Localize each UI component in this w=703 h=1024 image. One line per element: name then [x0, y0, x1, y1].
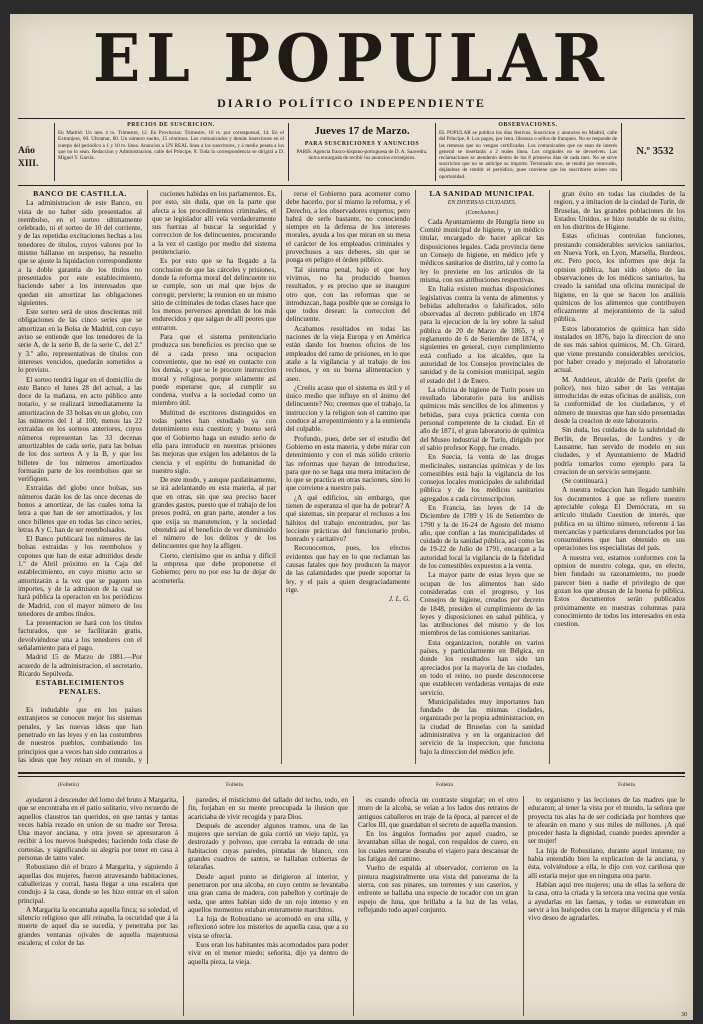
date-cell [293, 119, 431, 191]
folletin-label-4: Folletín [618, 782, 636, 788]
paragraph: ¿Creéis acaso que el sistema es útil y el único medio que influye en el ánimo del delincuente? No; creemos que el trabajo, la instruccion y la religion son el camino que conduce al arrepentimiento y a la enmienda del culpable. [286, 383, 410, 434]
paragraph: M. Andrieux, alcalde de París (prefet de police), nos hizo saber de las ventajas introducidas de estas oficinas de análisis, con la conformidad de los ciudadanos, y el número de muestras que han sido presentadas desde la creacion de este laboratorio. [554, 375, 685, 426]
paragraph: Es indudable que en los países extranjeros se conocen mejor los sistemas penales, y las nuevas ideas que han penetrado en las leyes y en las costumbres de nuestros pueblos, combatiendo los principios que a veces han sido contrarios a las ideas que hoy reinan en el mundo, y [18, 706, 142, 764]
column-5 [554, 190, 685, 764]
folletin-divider [18, 772, 685, 774]
article-banco-body [18, 199, 142, 678]
folletin-column-2 [188, 796, 348, 1016]
paragraph: A Margarita la encantaba aquella finca; su soledad, el silencio religioso que allí reinaba, la oscuridad que á la muerte de aquel día se sucedía, y penetraba por las grandes ventanas ojivales de aquella majestuosa escalera; el color de las [18, 905, 178, 948]
paragraph: En Italia existen muchas disposiciones legislativas contra la venta de alimentos y bebidas adulterados o falsificados, sólo observadas al decreto publicado en 1874 para la ejecucion de la ley sobre la salud pública de 20 de Marzo de 1865, y el reglamento de 6 de Setiembre de 1874, y siguientes en general, cuyo cumplimiento está confiado a los alcaldes, que la autoridad de los Consejos provinciales de sanidad y de la comision municipal, según el estado del 1 de Enero. [420, 285, 544, 385]
observations-text: EL POPULAR se publica los días festivos. Suscricion y anuncios en Madrid, calle del Príncipe, 8. Los pagos, por letra, libranza o sellos de franqueo. No se responde de las remesas que no vengan certificadas. Los comunicados que no sean de interés general se insertarán a 2 reales línea. Los originales no se devuelven. Las reclamaciones se atenderán dentro de los 8 primeros días de cada mes. No se sirve suscricion que no se anticipe su importe. Terminado uno, se tendrá por renovado, dejándose de remitir el periódico, pues conviene que los suscritores avisen con oportunidad. [439, 130, 617, 180]
paragraph: Extraídas del globo once bolsas, sus números darán los de las once decenas de bonos a amortizar, de las cuales toma la letra a que han de ser amortizados, y los once billetes que en todas las cinco series, letras A y C, han de ser reembolsados. [18, 484, 142, 534]
prices-heading: PRECIOS DE SUSCRICION. [127, 122, 215, 128]
agents-heading: PARA SUSCRICIONES Y ANUNCIOS [304, 141, 420, 147]
article-sanidad-subtitle: EN DIVERSAS CIUDADES. [447, 200, 517, 207]
paragraph: La mayor parte de estas leyes que se ocupan de los alimentos han sido consideradas con el progreso, y los Consejos de higiene, creados por decreto de 1848, presiden el cumplimiento de las leyes y disposiciones en salud pública, y las atribuciones del mismo y de los miembros de las comisiones sanitarias. [420, 571, 544, 638]
paragraph: Este sorteo será de unos doscientas mil obligaciones de las cinco series que se amortizan en la Bolsa de Madrid, con cuyo aviso se entiende que los tenedores de la serie A, de la serie B, de la serie C, del 2.º y 3.º año, representativas de títulos con intereses vencidos, quedarán sometidos a lo previsto. [18, 308, 142, 375]
article-penales-body [18, 706, 142, 764]
folletin-label-2: Folletín [226, 782, 244, 788]
paragraph: Desde aquel punto se dirigieron al interior, y penetraron por una alcoba, en cuyo centro se levantaba una gran cama de madera, con pabellon y cortinaje de seda, que antes habían sido de un rojo intenso y en aquellos momentos estaban enteramente marchitos. [188, 872, 348, 914]
paragraph: ayudaron á descender del lomo del bruto á Margarita, que se encontraba en el patio solitario, vivo recuerdo de aquellos claustros tan queridos, en que tantas y tantas veces había rezado en union de su madre sor Teresa. Una mayor anciana, y otra joven se apresuraron á recibir á los nuevos huéspedes; haciendo toda clase de cortesías, y significando su alegría por tener en casa á personas de tanto valer. [18, 796, 178, 863]
paragraph: La hija de Robustiano se acomodó en una silla, y reflexionó sobre los misterios de aquella casa, que a su vista se ofrecía. [188, 915, 348, 940]
newspaper-page [10, 14, 693, 1020]
paragraph: es cuando ofrecía un contraste singular; en el otro muro de la alcoba, se veían a los lados dos retratos de antiguos caballeros en traje de la época, al parecer el de Carlos III, que guardaban el secreto de aquella mansion. [358, 796, 518, 829]
subscription-infobar [18, 118, 685, 186]
folletin-column-3 [358, 796, 518, 1016]
paragraph: El sorteo tendrá lugar en el domicilio de este Banco el lunes 28 del actual, a las doce de la mañana, en acto público ante notario, y se realizará inmediatamente la amortizacion de 33 bolsas en un globo, con las números del 1 al 100, menos las 22 extraidas en los sorteos anteriores, cuyos números representan las 33 decenas amortizables de cada serie, para las bolsas de los dos sorteos A y la B, y que los billetes de los números amortizados formarán parte de los reembolsos que se verifiquen. [18, 375, 142, 484]
paragraph: Madrid 15 de Marzo de 1881.—Por acuerdo de la administracion, el secretario, Ricardo Sepúlveda. [18, 653, 142, 678]
paragraph: gran éxito en todas las ciudades de la region, y a imitacion de la ciudad de Turín, de Bruselas, de las grandes poblaciones de los Estados Unidos, se hizo notable de su éxito, en los distritos de Higiene. [554, 190, 685, 232]
agents-text: PARIS. Agencia franco-hispano-portuguesa de D. A. Saavedra, única encargada de recibir los anuncios extranjeros. [296, 149, 428, 162]
paragraph: A nuestra redaccion han llegado también los documentos á que se refiere nuestro apreciable colega El Demócrata, en su artículo titulado Cuestion de interés, que publica en su último número, referente á las mercancías y particulares denunciados por los consumidores que han obtenido en sus operaciones los especialistas del país. [554, 486, 685, 553]
paragraph: (Se continuará.) [562, 477, 608, 486]
paragraph: La presentacion se hará con los títulos facturados, que se facilitarán gratis, devolviéndose una a los tenedores con el señalamiento para el pago. [18, 619, 142, 653]
paragraph: cuciones habidas en los parlamentos. Es, por esto, sin duda, que en la parte que afecta a los procedimientos criminales, el que se legislador allí veía verdaderamente sus fuerzas al buscar la seguridad y correccion de los delincuentes, procurando a la vez el castigo por medio del sistema penitenciario. [152, 190, 276, 257]
paragraph: En Francia, las leyes de 14 de Diciembre de 1789 y 16 de Setiembre de 1790 y la de 16-24 de Agosto del mismo año, que confían a las municipalidades el cuidado de la sanidad pública, así como las de 19-22 de Julio de 1791, encargan a la autoridad local la vigilancia de la fidelidad de los comestibles expuestos a la venta. [420, 503, 544, 571]
paragraph: rerse el Gobierno para acometer como debe hacerlo, por sí mismo la reforma, y el Derecho, a los observadores expertos; pero habrá de serle bastante, no conociendo siempre en la defensa de los intereses morales, ayuda a los que miran en su mesa el carácter de los empleados criminales y provechosos a sus deberes, sin que se ponga en peligro el órden público. [286, 190, 410, 265]
folletin-header [18, 780, 685, 792]
paragraph: Cada Ayuntamiento de Hungría tiene su Comité municipal de higiene, y un médico titular, encargado de hacer aplicar las disposiciones legales. Cada provincia tiene un Consejo de higiene, en médico jefe y médicos sanitarios de distrito, tal y como la ley lo previene en los artículos de la misma, con sus atribuciones respectivas. [420, 217, 544, 284]
prices-text: En Madrid: Un mes 4 rs. Trimestre, 12. En Provincias: Trimestre, 16 rs. por corresponsal, 14. En el Extranjero, 60. Ultramar, 80. Un número suelto, 15 céntimos. Los comunicados y demás inserciones en el cuerpo del periódico a 1 y 10 rs. línea. Anuncios a UN REAL línea a los suscritores, y á medio peseta a los que no lo sean. Redaccion y Administracion, calle del Príncipe, 8. Toda la correspondencia se dirigirá a D. Miguel Y. García. [58, 130, 284, 162]
paragraph: Tal sistema penal, bajo el que hoy vivimos, no ha producido buenos resultados, y es preciso que se inaugure otro que, con las reformas que se introduzcan, haga posible que se consiga lo que todos desean: la correccion del delincuente. [286, 265, 410, 324]
page-number: 30 [681, 1012, 687, 1018]
folletin-column-4 [528, 796, 685, 1016]
paragraph: A nuestra vez, estamos conformes con la opinion de nuestro colega, que, en efecto, bien fundado su razonamiento, no puede parecer bien a nadie el privilegio de que gozan los que abusan de la buena fe pública. Estos documentos serán publicados próximamente en nuestras columnas para conocimiento de todos los interesados en esta cuestion. [554, 553, 685, 629]
paragraph: Acabamos resultados en todas las naciones de la vieja Europa y en América están dando los buenos oficios de los empleados del ramo de prisiones, en lo que atañe a la vigilancia y al trabajo de los reclusos, y en su buena alimentacion y aseo. [286, 324, 410, 383]
paragraph: Para que el sistema penitenciario produzca sus beneficios es preciso que se dé a cada preso una ocupacion conveniente, que no esté en contacto con los demás, y que se le procure instruccion moral y religiosa, porque solamente así puede esperarse que, al cumplir su condena, vuelva a la sociedad como un miembro útil. [152, 333, 276, 408]
paragraph: La oficina de higiene de Turín posee un resultado laboratorio para los análisis químicos más sencillos de los alimentos y bebidas, para cuya práctica cuenta con personal competente de la ciudad. En el año de 1871, el gran laboratorio de química del Museo industrial de Turín, dirigido por el sabio profesor Kopp, fue creado. [420, 385, 544, 452]
paragraph: paredes, el misticismo del tallado del techo, todo, en fin, forjaban en su mente preocupada la ilusion que acariciaba de vivir recogida y para Dios. [188, 796, 348, 821]
column-3 [286, 190, 410, 764]
article-title-sanidad: LA SANIDAD MUNICIPAL [429, 190, 535, 198]
folletin-column-1 [18, 796, 178, 1016]
paragraph: Profundo, pues, debe ser el estudio del Gobierno en esta materia, y debe mirar con detenimiento y con el más sólido criterio las reformas que hayan de introducirse, para que no se haga una mera imitacion de lo que se practica en otras naciones, sino lo que conviene a nuestro país. [286, 434, 410, 493]
article-sanidad-body [420, 218, 544, 756]
paragraph: Sin duda, los cuidados de la salubridad de Berlín, de Bruselas, de Londres y de Lausanne, han servido de modelo en sus ciudades, y el Ayuntamiento de Madrid podría tomarlos como ejemplo para la creacion de un servicio semejante. [554, 426, 685, 476]
paragraph: to organismo y las lecciones de las madres que le educaron; al tener la vista por el mundo, la señora que proyecta tus alas ha de ser codiciada por hombres que te afearán en mano y sus miles de millones. ¡A qué proceder hasta la dignidad, cuando puedes aprender a ser mujer! [528, 796, 685, 846]
issue-number: N.º 3532 [636, 146, 674, 157]
paragraph: La hija de Robustiano, durante aquel instante, no había entendido bien la explicacion de la anciana, y ésta, volviéndose a ella, le dijo con voz cariñosa que allí estaría mejor que en ninguna otra parte. [528, 846, 685, 880]
prices-cell [58, 119, 284, 188]
year-label: Año XIII. [18, 146, 39, 169]
issue-date: Jueves 17 de Marzo. [314, 125, 410, 137]
column-1 [18, 190, 142, 764]
paragraph: Estas oficinas controlan funciones, prestando considerables servicios sanitarios, en Nueva York, en Lyon, Marsella, Burdeos, etc. Pero poco, los informes que deja la opinion pública, han sido objeto de las observaciones de los médicos sanitarios, ha creado la sanidad una oficina municipal de higiene, en la que se hacen los análisis químicos de los alimentos que contribuyen eficazmente al mejoramiento de la salud pública. [554, 232, 685, 324]
newspaper-title: EL POPULAR [93, 20, 610, 97]
paragraph: Esta organizacion, notable en varios países, y particularmente en Bélgica, en donde los resultados han sido tan apreciados por la mayoría de las ciudades, en todo el reino, no puede desconocerse que establecen verdaderas ventajas de este servicio. [420, 638, 544, 697]
paragraph: Esos eran los habitantes más acomodados para poder vivir en el menor miedo; señorita, dijo ya dentro de aquella pieza, la vieja. [188, 941, 348, 966]
paragraph: El Banco publicará los números de las bolsas extraidas y los reembolsos y cupones que han de estar admitidos desde 1.º de Abril próximo en la Caja del establecimiento, en cuyo mismo acto se amortizarán a la vez que se paguen sus importes, y de la admision de la cual se hará pública la operacion en los periódicos de Madrid, con el mayor número de los tenedores de ambos títulos. [18, 535, 142, 618]
column-2 [152, 190, 276, 764]
article-title-banco: BANCO DE CASTILLA. [33, 190, 127, 198]
article-sanidad-note: (Conclusion.) [465, 209, 499, 216]
paragraph: Robustiano dió el brazo á Margarita, y siguiendo á aquellas dos mujeres, fueron atravesando habitaciones, caballerizas y corral, hasta llegar a una escalera que condujo á la casa, donde se les hizo entrar en el salon principal. [18, 863, 178, 905]
paragraph: Estos laboratorios de química han sido instalados en 1876, bajo la direccion de uno de sus más sabios químicos, M. Ch. Girard, que viene prestando considerables servicios, por haber creado y mejorado el laboratorio actual. [554, 324, 685, 375]
column-3-body [286, 190, 410, 604]
folletin-label-3: Folletín [436, 782, 454, 788]
column-2-body [152, 190, 276, 585]
article-title-penales: ESTABLECIMIENTOS PENALES. [35, 678, 125, 696]
paragraph: Habían aquí tres mujeres; una de ellas la señora de la casa, otra la criada y la tercera una vecina que venía a ayudarlas en las faenas, y todas se esmeraban en servir a los huéspedes con la mayor diligencia y el más vivo deseo de agradarles. [528, 880, 685, 923]
paragraph: En los ángulos formados por aquel cuadro, se levantaban sillas de nogal, con respaldos de cuero, en los cuales sentarse deseaba el viajero para descansar de las fatigas del camino. [358, 830, 518, 864]
paragraph: La administracion de este Banco, en vista de no haber sido presentados al reembolso, en el sorteo ultimamente celebrado, ni el sorteo de 10 del corriente, y de las repetidas excitaciones hechas a los tenedores de títulos, cuyos valores por lo mismo hállanse en suspenso, ha resuelto que se ajuste la liquidacion correspondiente a la doble garantia de los títulos no presentados por este establecimiento, haciendo saber a los interesados que quedan sin amortizar las obligaciones siguientes. [18, 199, 142, 307]
paragraph: J. L. G. [388, 595, 410, 604]
column-5-body [554, 190, 685, 628]
main-columns [18, 190, 685, 764]
newspaper-subtitle: DIARIO POLÍTICO INDEPENDIENTE [217, 96, 486, 110]
folletin-label-1: (Folletín) [58, 782, 79, 788]
paragraph: Vuelto de espalda al observador, corrieron en la pintura magistralmente una vista del panorama de la sierra, con sus pinares, sus torrentes y sus caseríos, y enfrente se hallaba una especie de tocador con un gran espejo de luna, que brillaba a la luz de las velas, reflejando todo aquel conjunto. [358, 864, 518, 914]
paragraph: ¿A qué edificios, sin embargo, que tienen de esperanza el que ha de pobrar? A qué sistemas, sin preparar el reclusos a los hábitos del trabajo encontrados, por las leccione prácticas del funcionario probo, honrado y caritativo? [286, 493, 410, 544]
paragraph: Multitud de escritores distinguidos en todas partes han estudiado ya con detenimiento esta cuestion; y bueno será que el Gobierno haga un estudio serio de ella para introducir en nuestras prisiones las mejoras que exigen los adelantos de la ciencia y el espíritu de humanidad de nuestro siglo. [152, 408, 276, 475]
masthead [10, 14, 693, 114]
paragraph: Reconocemos, pues, los efectos evidentes que hay en lo que reclaman las causas fatales que hoy producen la mayor de las calamidades que puede soportar la ley, y el país a quien desgraciadamente rige. [286, 544, 410, 594]
paragraph: Cierto, ciertísimo que es ardua y difícil la empresa que debe proponerse el Gobierno; pero no por eso ha de dejar de acometerla. [152, 551, 276, 585]
paragraph: Municipalidades muy importantes han fundado de las mismas ciudades, organizado por la propia administracion, en la ciudad de Bruselas con la sanidad administrativa y en la organizacion del servicio de la inspeccion, que funciona bajo la direccion del médico jefe. [420, 697, 544, 756]
observations-heading: OBSERVACIONES. [498, 122, 558, 128]
paragraph: Después de ascender algunos tramos, una de las mujeres que servían de guía corrió un viejo tapiz, ya destrozado y polvoso, que cerraba la entrada de una habitacion cuyas paredes, pintadas de blanco, con grandes cuadros de santos, se hallaban cubiertas de telarañas. [188, 821, 348, 872]
paragraph: En Suecia, la venta de las drogas medicinales, sustancias químicas y de los comestibles está bajo la vigilancia de los consejos locales municipales de salubridad pública y de los médicos sanitarios agregados a cada circunscripcion. [420, 453, 544, 503]
article-penales-numeral: I [79, 697, 81, 704]
paragraph: Es por esto que se ha llegado a la conclusion de que las cárceles y prisiones, donde la reforma moral del delincuente no se cumple, son un mal que lejos de corregir, pervierte; la reunion en un mismo sitio de criminales de todas clases hace que los menos perversos aprendan de los más endurecidos y que salgan de allí peores que entraron. [152, 257, 276, 332]
folletin-columns [18, 796, 685, 1016]
column-4 [420, 190, 544, 764]
observations-cell [439, 119, 617, 188]
paragraph: De este modo, y aunque paulatinamente, se irá adelantando en esta materia, al par que en otras, sin que sea preciso hacer grandes gastos, puesto que el trabajo de los presos podrá, en gran parte, atender a los que exija su manutencion, y la sociedad obtendrá así el beneficio de ver disminuido el número de los delitos y de los delincuentes que hoy la afligen. [152, 476, 276, 551]
